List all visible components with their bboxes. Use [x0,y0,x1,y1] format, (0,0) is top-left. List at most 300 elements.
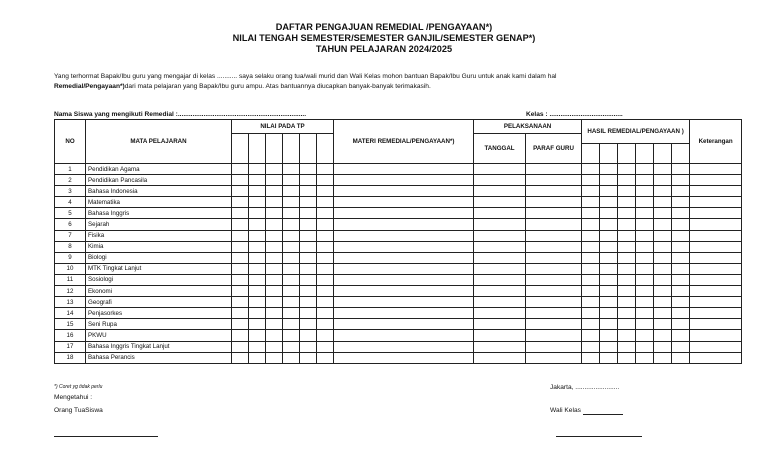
hasil-cell [672,230,690,241]
hasil-cell [672,164,690,175]
nilai-cell [232,330,249,341]
subject-name: Sosiologi [86,274,232,285]
row-number: 1 [55,164,86,175]
hasil-cell [672,186,690,197]
tanggal-cell [474,319,526,330]
paraf-cell [526,330,582,341]
paraf-cell [526,241,582,252]
table-row [55,330,742,341]
intro-paragraph [54,72,734,92]
nilai-cell [266,252,283,263]
hasil-cell [636,230,654,241]
class-field: Kelas : ........................................ [526,111,623,118]
table-row [55,208,742,219]
nilai-cell [232,297,249,308]
materi-cell [334,263,474,274]
student-name-field: Nama Siswa yang mengikuti Remedial :...................................................................... [54,111,307,118]
nilai-cell [300,252,317,263]
footnote: *) Coret yg tidak perlu [54,384,103,390]
materi-cell [334,319,474,330]
nilai-cell [317,186,334,197]
nilai-cell [249,175,266,186]
table-row [55,164,742,175]
hasil-cell [618,319,636,330]
table-row [55,352,742,363]
paraf-cell [526,308,582,319]
nilai-cell [283,274,300,285]
hasil-cell [618,230,636,241]
hasil-cell [618,241,636,252]
row-number: 6 [55,219,86,230]
row-number: 7 [55,230,86,241]
nilai-cell [300,208,317,219]
nilai-cell [266,219,283,230]
materi-cell [334,208,474,219]
tanggal-cell [474,230,526,241]
hasil-cell [672,252,690,263]
hasil-cell [654,286,672,297]
paraf-cell [526,197,582,208]
nilai-cell [249,208,266,219]
header-nilai-pada-tp: NILAI PADA TP [232,120,334,134]
hasil-cell [582,208,600,219]
nilai-cell [283,230,300,241]
table-row [55,308,742,319]
row-number: 12 [55,286,86,297]
keterangan-cell [690,330,742,341]
nilai-subcell [317,134,334,164]
hasil-cell [636,286,654,297]
hasil-subcell [582,144,600,164]
row-number: 3 [55,186,86,197]
nilai-cell [317,274,334,285]
subject-name: Bahasa Inggris [86,208,232,219]
nilai-cell [266,208,283,219]
hasil-cell [618,197,636,208]
nilai-cell [317,164,334,175]
hasil-cell [654,208,672,219]
tanggal-cell [474,286,526,297]
tanggal-cell [474,241,526,252]
hasil-cell [672,319,690,330]
nilai-cell [232,319,249,330]
hasil-cell [672,297,690,308]
remedial-table [54,119,742,364]
header-paraf-guru: PARAF GURU [526,134,582,164]
hasil-cell [636,341,654,352]
nilai-cell [249,230,266,241]
hasil-cell [582,175,600,186]
table-row [55,241,742,252]
hasil-cell [672,241,690,252]
tanggal-cell [474,219,526,230]
hasil-cell [582,241,600,252]
hasil-cell [636,297,654,308]
nilai-cell [317,241,334,252]
hasil-subcell [636,144,654,164]
nilai-cell [249,263,266,274]
subject-name: Seni Rupa [86,319,232,330]
hasil-cell [672,341,690,352]
nilai-cell [249,319,266,330]
nilai-cell [317,197,334,208]
hasil-cell [600,230,618,241]
nilai-cell [300,175,317,186]
table-row [55,341,742,352]
nilai-cell [317,308,334,319]
hasil-cell [654,197,672,208]
keterangan-cell [690,352,742,363]
hasil-cell [600,308,618,319]
hasil-cell [600,319,618,330]
hasil-cell [654,186,672,197]
tanggal-cell [474,164,526,175]
table-row [55,230,742,241]
hasil-cell [654,274,672,285]
materi-cell [334,164,474,175]
nilai-cell [249,186,266,197]
hasil-cell [654,341,672,352]
nilai-cell [232,286,249,297]
table-row [55,252,742,263]
nilai-cell [232,341,249,352]
hasil-cell [618,341,636,352]
nilai-subcell [232,134,249,164]
hasil-cell [600,330,618,341]
hasil-cell [582,286,600,297]
table-row [55,297,742,308]
nilai-cell [300,330,317,341]
keterangan-cell [690,208,742,219]
hasil-cell [654,219,672,230]
nilai-cell [249,219,266,230]
nilai-cell [266,274,283,285]
hasil-cell [618,286,636,297]
nilai-cell [283,164,300,175]
hasil-cell [636,241,654,252]
nilai-cell [283,219,300,230]
nilai-cell [266,341,283,352]
hasil-cell [582,352,600,363]
keterangan-cell [690,230,742,241]
document-subtitle: NILAI TENGAH SEMESTER/SEMESTER GANJIL/SEMESTER GENAP*) [232,33,536,43]
nilai-cell [317,297,334,308]
hasil-cell [618,308,636,319]
nilai-cell [317,319,334,330]
nilai-cell [300,319,317,330]
document-title: DAFTAR PENGAJUAN REMEDIAL /PENGAYAAN*) [275,22,493,32]
tanggal-cell [474,274,526,285]
materi-cell [334,252,474,263]
hasil-cell [654,308,672,319]
row-number: 4 [55,197,86,208]
nilai-cell [249,341,266,352]
row-number: 10 [55,263,86,274]
keterangan-cell [690,197,742,208]
hasil-cell [600,297,618,308]
nilai-cell [317,352,334,363]
nilai-cell [266,186,283,197]
nilai-cell [283,252,300,263]
paraf-cell [526,252,582,263]
hasil-cell [654,252,672,263]
nilai-cell [232,186,249,197]
keterangan-cell [690,175,742,186]
parent-label: Orang TuaSiswa [54,407,103,414]
hasil-cell [582,186,600,197]
header-no: NO [55,120,86,164]
nilai-cell [249,308,266,319]
hasil-cell [582,308,600,319]
paraf-cell [526,208,582,219]
nilai-cell [232,274,249,285]
nilai-cell [300,297,317,308]
nilai-cell [249,274,266,285]
hasil-cell [636,186,654,197]
nilai-cell [266,263,283,274]
hasil-cell [672,352,690,363]
hasil-cell [600,352,618,363]
keterangan-cell [690,308,742,319]
nilai-cell [283,286,300,297]
subject-name: Pendidikan Pancasila [86,175,232,186]
nilai-cell [232,241,249,252]
intro-line-2-rest: dari mata pelajaran yang Bapak/Ibu guru ampu. Atas bantuannya diucapkan banyak-banyak terimakasih. [124,83,431,90]
keterangan-cell [690,241,742,252]
header-hasil: HASIL REMEDIAL/PENGAYAAN ) [582,120,690,144]
tanggal-cell [474,330,526,341]
hasil-cell [618,208,636,219]
nilai-cell [266,197,283,208]
subject-name: Penjasorkes [86,308,232,319]
header-mata-pelajaran: MATA PELAJARAN [86,120,232,164]
hasil-cell [654,230,672,241]
tanggal-cell [474,341,526,352]
paraf-cell [526,230,582,241]
tanggal-cell [474,175,526,186]
hasil-subcell [618,144,636,164]
hasil-cell [582,319,600,330]
hasil-cell [636,208,654,219]
subject-name: PKWU [86,330,232,341]
subject-name: Bahasa Inggris Tingkat Lanjut [86,341,232,352]
hasil-cell [672,208,690,219]
keterangan-cell [690,219,742,230]
nilai-cell [232,230,249,241]
nilai-cell [283,341,300,352]
nilai-cell [300,186,317,197]
subject-name: Kimia [86,241,232,252]
subject-name: Fisika [86,230,232,241]
nilai-cell [317,263,334,274]
hasil-cell [618,252,636,263]
nilai-cell [283,330,300,341]
row-number: 8 [55,241,86,252]
hasil-cell [636,197,654,208]
paraf-cell [526,319,582,330]
materi-cell [334,330,474,341]
header-pelaksanaan: PELAKSANAAN [474,120,582,134]
row-number: 18 [55,352,86,363]
keterangan-cell [690,341,742,352]
nilai-cell [283,319,300,330]
nilai-cell [317,252,334,263]
nilai-cell [266,164,283,175]
nilai-cell [232,252,249,263]
nilai-cell [249,297,266,308]
keterangan-cell [690,319,742,330]
hasil-cell [600,241,618,252]
nilai-cell [232,308,249,319]
nilai-cell [317,208,334,219]
table-row [55,319,742,330]
row-number: 5 [55,208,86,219]
nilai-subcell [300,134,317,164]
nilai-subcell [266,134,283,164]
materi-cell [334,341,474,352]
table-row [55,286,742,297]
hasil-cell [636,319,654,330]
nilai-cell [266,230,283,241]
nilai-cell [266,175,283,186]
hasil-cell [654,330,672,341]
nilai-cell [300,286,317,297]
hasil-cell [600,286,618,297]
mengetahui-label: Mengetahui : [54,394,93,401]
row-number: 11 [55,274,86,285]
hasil-cell [600,252,618,263]
nilai-cell [300,219,317,230]
nilai-subcell [249,134,266,164]
nilai-cell [283,241,300,252]
materi-cell [334,352,474,363]
subject-name: Sejarah [86,219,232,230]
subject-name: Matematika [86,197,232,208]
hasil-cell [600,263,618,274]
row-number: 15 [55,319,86,330]
nilai-cell [249,241,266,252]
hasil-cell [582,341,600,352]
paraf-cell [526,219,582,230]
materi-cell [334,274,474,285]
paraf-cell [526,286,582,297]
nilai-cell [283,186,300,197]
hasil-cell [636,263,654,274]
materi-cell [334,175,474,186]
hasil-cell [618,352,636,363]
subject-name: Bahasa Indonesia [86,186,232,197]
nilai-cell [232,219,249,230]
teacher-signature-line [556,436,642,437]
nilai-cell [249,352,266,363]
parent-signature-line [54,436,158,437]
nilai-cell [249,197,266,208]
hasil-cell [672,308,690,319]
homeroom-underline [583,407,623,415]
hasil-cell [636,252,654,263]
nilai-cell [249,252,266,263]
hasil-cell [618,186,636,197]
hasil-cell [654,297,672,308]
paraf-cell [526,164,582,175]
hasil-cell [618,297,636,308]
paraf-cell [526,186,582,197]
hasil-subcell [654,144,672,164]
nilai-cell [283,175,300,186]
tanggal-cell [474,297,526,308]
hasil-cell [582,263,600,274]
hasil-cell [672,286,690,297]
homeroom-teacher-label [550,406,623,415]
materi-cell [334,286,474,297]
nilai-cell [232,164,249,175]
hasil-cell [654,164,672,175]
nilai-cell [266,308,283,319]
nilai-cell [317,219,334,230]
subject-name: Ekonomi [86,286,232,297]
subject-name: Biologi [86,252,232,263]
nilai-cell [300,197,317,208]
paraf-cell [526,297,582,308]
hasil-cell [636,175,654,186]
hasil-cell [654,352,672,363]
nilai-cell [232,175,249,186]
nilai-cell [300,341,317,352]
hasil-cell [582,274,600,285]
hasil-cell [600,208,618,219]
tanggal-cell [474,186,526,197]
hasil-cell [582,297,600,308]
nilai-cell [266,286,283,297]
hasil-cell [582,164,600,175]
hasil-cell [654,319,672,330]
materi-cell [334,186,474,197]
tanggal-cell [474,352,526,363]
row-number: 17 [55,341,86,352]
tanggal-cell [474,208,526,219]
subject-name: Geografi [86,297,232,308]
paraf-cell [526,263,582,274]
nilai-cell [283,297,300,308]
hasil-cell [654,241,672,252]
nilai-cell [266,330,283,341]
hasil-cell [582,330,600,341]
table-row [55,263,742,274]
nilai-cell [300,274,317,285]
tanggal-cell [474,197,526,208]
nilai-cell [232,208,249,219]
table-row [55,186,742,197]
tanggal-cell [474,308,526,319]
row-number: 14 [55,308,86,319]
subject-name: Bahasa Perancis [86,352,232,363]
materi-cell [334,308,474,319]
hasil-cell [636,164,654,175]
nilai-cell [300,263,317,274]
hasil-subcell [672,144,690,164]
nilai-cell [300,164,317,175]
nilai-cell [317,341,334,352]
nilai-cell [300,230,317,241]
row-number: 9 [55,252,86,263]
nilai-cell [317,330,334,341]
hasil-cell [672,263,690,274]
header-keterangan: Keterangan [690,120,742,164]
row-number: 16 [55,330,86,341]
keterangan-cell [690,252,742,263]
keterangan-cell [690,263,742,274]
hasil-cell [618,263,636,274]
